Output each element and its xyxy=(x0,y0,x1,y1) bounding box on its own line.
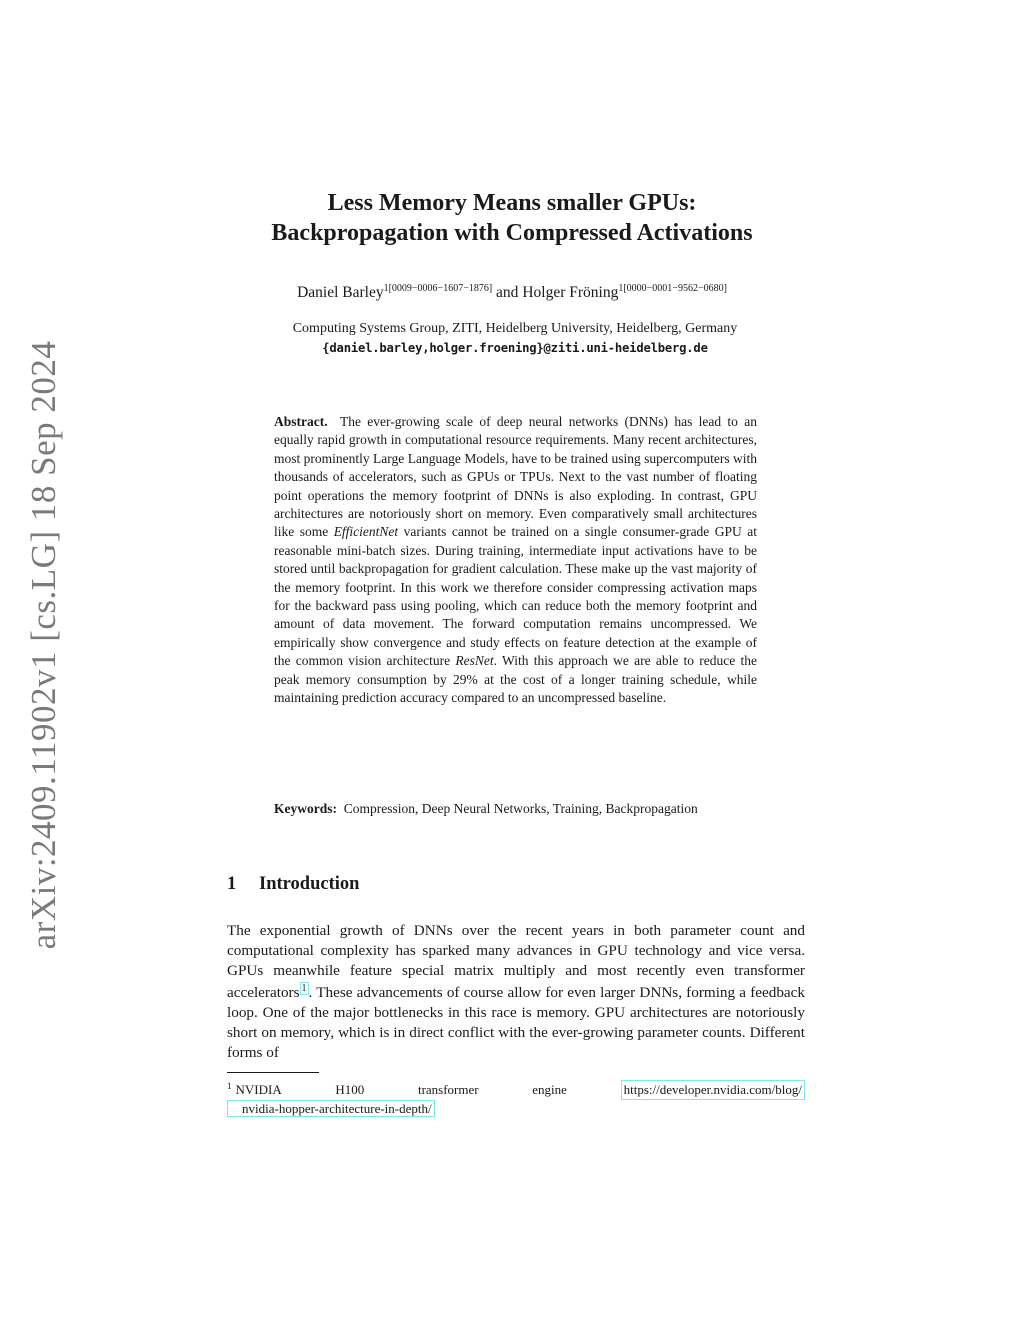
abstract-label: Abstract. xyxy=(274,414,328,429)
footnote-word: NVIDIA xyxy=(235,1082,282,1097)
keywords-text: Compression, Deep Neural Networks, Training, Backpropagation xyxy=(343,801,698,816)
footnote-line-2 xyxy=(227,1100,805,1118)
footnote-word: transformer xyxy=(417,1082,479,1097)
footnote-mark: 1 xyxy=(227,1081,232,1091)
paper-title-line-2: Backpropagation with Compressed Activations xyxy=(271,220,753,246)
author-name: Daniel Barley xyxy=(297,284,384,301)
keywords-label: Keywords: xyxy=(274,801,337,816)
abstract-italic-term: EfficientNet xyxy=(333,524,399,540)
footnote-word: H100 xyxy=(335,1082,365,1097)
arxiv-side-stamp: arXiv:2409.11902v1 [cs.LG] 18 Sep 2024 xyxy=(24,340,63,950)
abstract xyxy=(274,413,757,708)
section-title: Introduction xyxy=(259,874,360,894)
author-name: Holger Fröning xyxy=(522,284,619,301)
footnote-reference-link[interactable]: 1 xyxy=(301,982,307,994)
footnote-url-link[interactable]: https://developer.nvidia.com/blog/ xyxy=(621,1080,805,1100)
author-orcid: 1[0009−0006−1607−1876] xyxy=(383,283,493,294)
abstract-text: variants cannot be trained on a single consumer-grade GPU at reasonable mini-batch sizes. During training, intermediate input activations have to be stored until backpropagation for gradient calculation. These make up the vast majority of the memory footprint. In this work we therefore consider compressing activation maps for the backward pass using pooling, which can reduce both the memory footprint and amount of data movement. The forward computation remains uncompressed. We empirically show convergence and study effects on feature detection at the example of the common vision architecture xyxy=(274,524,757,669)
abstract-italic-term: ResNet xyxy=(455,653,494,669)
section-number: 1 xyxy=(227,874,237,894)
author-line xyxy=(0,283,1024,302)
footnote-line-1 xyxy=(227,1077,805,1100)
author-connector: and xyxy=(492,284,523,301)
abstract-text: The ever-growing scale of deep neural networks (DNNs) has lead to an equally rapid growth in computational resource requirements. Many recent architectures, most prominently Large Language Models, have to be trained using supercomputers with thousands of accelerators, such as GPUs or TPUs. Next to the vast number of floating point operations the memory footprint of DNNs is also exploding. In contrast, GPU architectures are notoriously short on memory. Even comparatively small architectures like some xyxy=(274,414,757,540)
footnote-word: engine xyxy=(532,1082,567,1097)
section-heading xyxy=(227,874,359,895)
footnote-divider xyxy=(227,1072,319,1073)
footnote-url-link-continued[interactable]: nvidia-hopper-architecture-in-depth/ xyxy=(227,1100,435,1117)
footnote xyxy=(227,1077,805,1118)
abstract-text: . With this approach we are able to reduce the peak memory consumption by 29% at the cost of a longer training schedule, while maintaining prediction accuracy compared to an uncompressed baseline. xyxy=(274,653,757,706)
intro-text: . These advancements of course allow for even larger DNNs, forming a feedback loop. One of the major bottlenecks in this race is memory. GPU architectures are notoriously short on memory, which is in direct conflict with the ever-growing parameter counts. Different forms of xyxy=(227,983,805,1062)
author-orcid: 1[0000−0001−9562−0680] xyxy=(618,283,727,294)
paper-title-line-1: Less Memory Means smaller GPUs: xyxy=(327,190,697,216)
keywords xyxy=(274,800,757,818)
intro-text: The exponential growth of DNNs over the recent years in both parameter count and computational complexity has sparked many advances in GPU technology and vice versa. GPUs meanwhile feature special matrix multiply and most recently even transformer accelerators xyxy=(227,922,805,1001)
affiliation: Computing Systems Group, ZITI, Heidelberg University, Heidelberg, Germany xyxy=(292,321,738,336)
intro-paragraph xyxy=(227,921,805,1063)
author-email[interactable]: {daniel.barley,holger.froening}@ziti.uni-heidelberg.de xyxy=(322,341,708,355)
